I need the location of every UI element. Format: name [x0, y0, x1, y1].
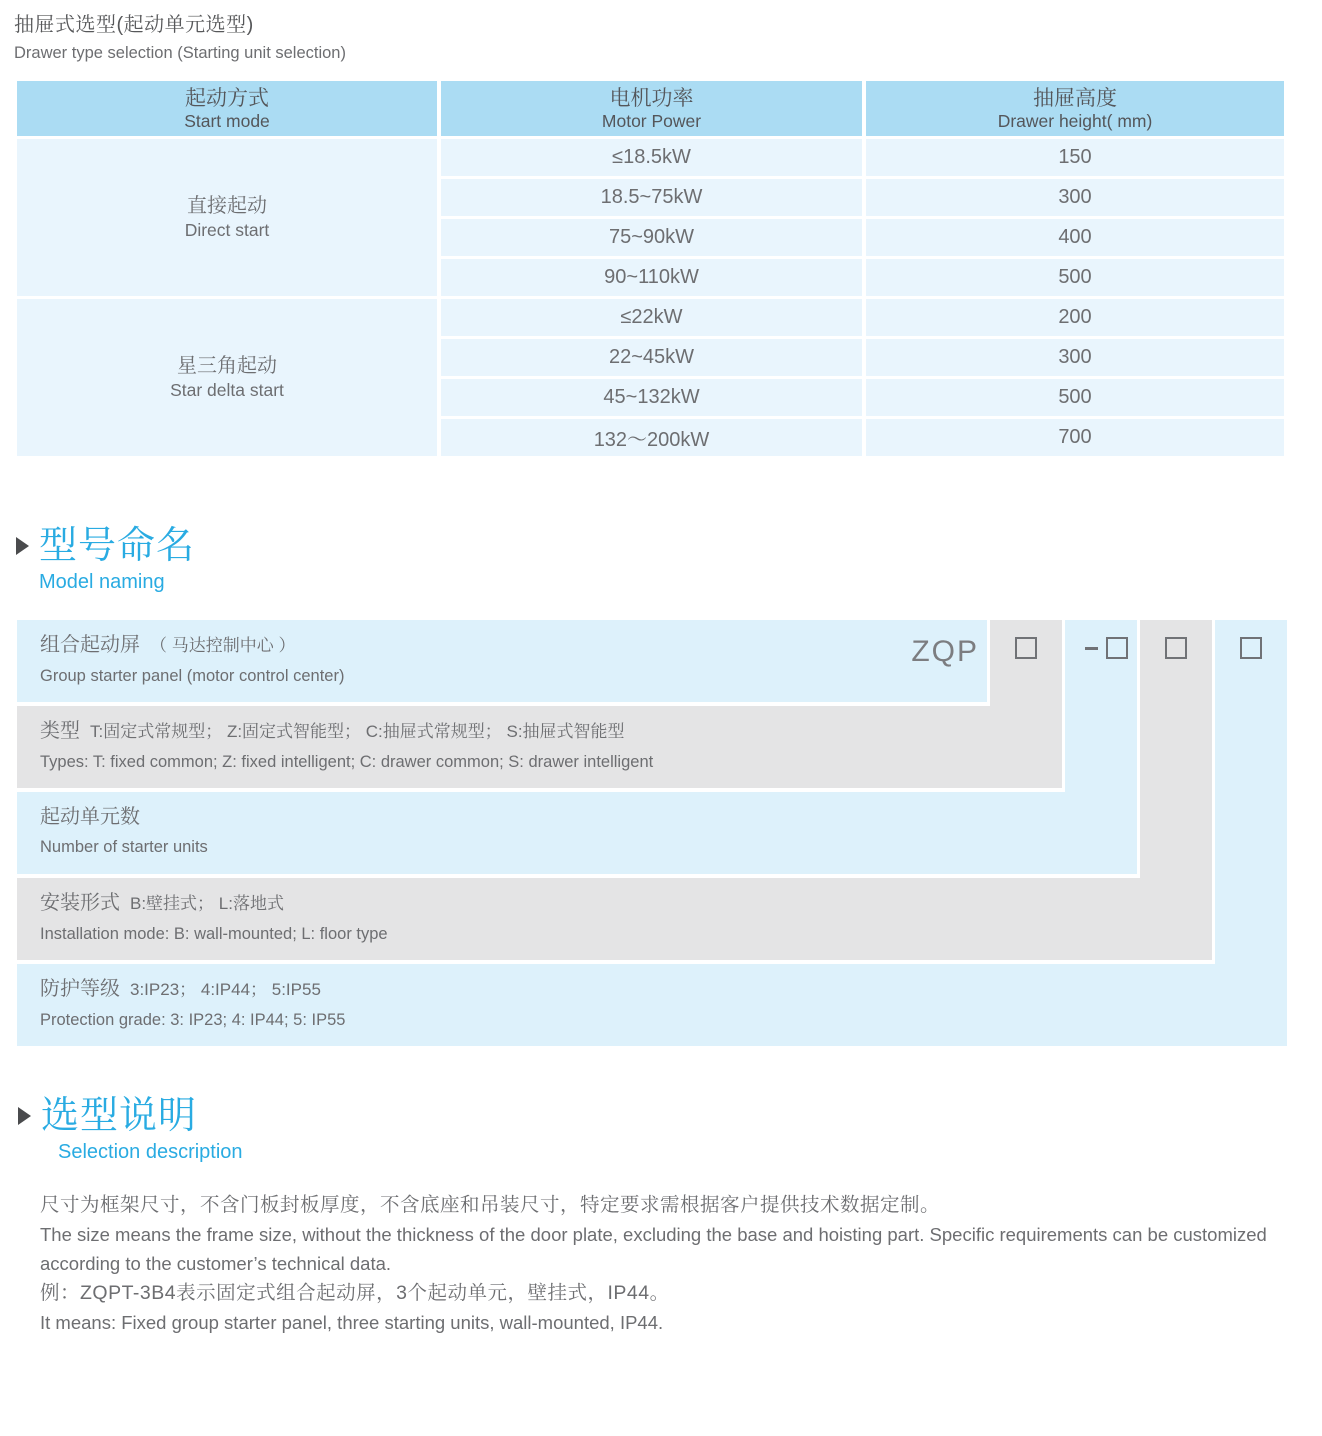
page-title: 抽屉式选型(起动单元选型) — [14, 14, 254, 36]
description-line-zh: 尺寸为框架尺寸，不含门板封板厚度，不含底座和吊装尺寸，特定要求需根据客户提供技术数据定制。 — [40, 1194, 941, 1216]
start-mode-en: Star delta start — [170, 380, 284, 400]
row-label-en: Installation mode: B: wall-mounted; L: floor type — [40, 925, 388, 943]
row-label-zh: 类型 — [40, 720, 80, 742]
section-arrow-icon — [16, 537, 29, 555]
row-label-zh: 起动单元数 — [40, 806, 140, 828]
row-label-en: Group starter panel (motor control center) — [40, 667, 345, 685]
drawer-selection-table — [17, 81, 1284, 456]
diagram-row-installation-mode — [17, 878, 1212, 960]
code-box-type — [1015, 637, 1037, 659]
drawer-height-cell: 400 — [866, 219, 1284, 256]
code-box-installation — [1165, 637, 1187, 659]
drawer-height-cell: 200 — [866, 299, 1284, 336]
description-line-en: The size means the frame size, without the thickness of the door plate, excluding the base and hoisting part. Specific requirements can be customized according to the customer’s technical data. — [40, 1224, 1267, 1274]
motor-power-cell: 22~45kW — [441, 339, 862, 376]
col-header-zh: 电机功率 — [609, 86, 694, 110]
start-mode-cell-direct — [17, 139, 437, 296]
section-title-en: Model naming — [39, 571, 165, 593]
motor-power-cell: 90~110kW — [441, 259, 862, 296]
row-note-zh: （ 马达控制中心 ） — [150, 636, 296, 655]
dash-separator — [1085, 647, 1098, 650]
row-note-zh: 3:IP23； 4:IP44； 5:IP55 — [130, 980, 321, 999]
row-note-zh: B:壁挂式； L:落地式 — [130, 894, 284, 913]
drawer-height-cell: 300 — [866, 339, 1284, 376]
section-title-zh: 选型说明 — [41, 1095, 198, 1137]
drawer-height-cell: 150 — [866, 139, 1284, 176]
selection-description-section-header — [18, 1094, 243, 1164]
row-label-en: Types: T: fixed common; Z: fixed intelligent; C: drawer common; S: drawer intelligent — [40, 753, 654, 771]
section-arrow-icon — [18, 1107, 31, 1125]
row-note-zh: T:固定式常规型； Z:固定式智能型； C:抽屉式常规型； S:抽屉式智能型 — [90, 722, 625, 741]
description-line-en: It means: Fixed group starter panel, three starting units, wall-mounted, IP44. — [40, 1312, 664, 1333]
diagram-row-protection-grade — [17, 964, 1287, 1046]
col-header-en: Start mode — [184, 110, 270, 131]
col-header-zh: 起动方式 — [185, 86, 269, 110]
row-label-zh: 安装形式 — [40, 892, 120, 914]
col-header-en: Motor Power — [601, 110, 702, 131]
row-label-zh: 防护等级 — [40, 978, 120, 1000]
code-box-units — [1106, 637, 1128, 659]
motor-power-cell: ≤22kW — [441, 299, 862, 336]
model-code: ZQP — [911, 635, 979, 668]
code-box-protection — [1240, 637, 1262, 659]
motor-power-cell: 132～200kW — [441, 419, 862, 456]
page-subtitle: Drawer type selection (Starting unit selection) — [14, 44, 346, 62]
motor-power-cell: 45~132kW — [441, 379, 862, 416]
drawer-height-cell: 700 — [866, 419, 1284, 456]
page-header — [14, 8, 346, 63]
col-header-motor-power — [441, 81, 862, 136]
model-naming-section-header — [16, 524, 195, 594]
start-mode-zh: 星三角起动 — [177, 355, 277, 377]
start-mode-zh: 直接起动 — [187, 195, 267, 217]
col-header-start-mode — [17, 81, 437, 136]
diagram-row-starter-units — [17, 792, 1137, 874]
col-header-zh: 抽屉高度 — [1033, 86, 1117, 110]
col-header-en: Drawer height( mm) — [997, 110, 1153, 131]
start-mode-cell-star-delta — [17, 299, 437, 456]
selection-description-text — [40, 1190, 1292, 1337]
model-naming-diagram — [17, 620, 1287, 1046]
row-label-en: Protection grade: 3: IP23; 4: IP44; 5: IP55 — [40, 1011, 346, 1029]
drawer-height-cell: 500 — [866, 379, 1284, 416]
diagram-row-group-starter-panel — [17, 620, 987, 702]
section-title-en: Selection description — [58, 1141, 243, 1163]
row-label-en: Number of starter units — [40, 838, 208, 856]
section-title-zh: 型号命名 — [39, 525, 196, 567]
drawer-height-cell: 500 — [866, 259, 1284, 296]
description-line-zh: 例：ZQPT-3B4表示固定式组合起动屏，3个起动单元，壁挂式，IP44。 — [40, 1282, 670, 1304]
col-header-drawer-height — [866, 81, 1284, 136]
row-label-zh: 组合起动屏 — [40, 634, 140, 656]
motor-power-cell: 75~90kW — [441, 219, 862, 256]
drawer-height-cell: 300 — [866, 179, 1284, 216]
motor-power-cell: 18.5~75kW — [441, 179, 862, 216]
diagram-row-types — [17, 706, 1062, 788]
start-mode-en: Direct start — [184, 220, 270, 240]
motor-power-cell: ≤18.5kW — [441, 139, 862, 176]
